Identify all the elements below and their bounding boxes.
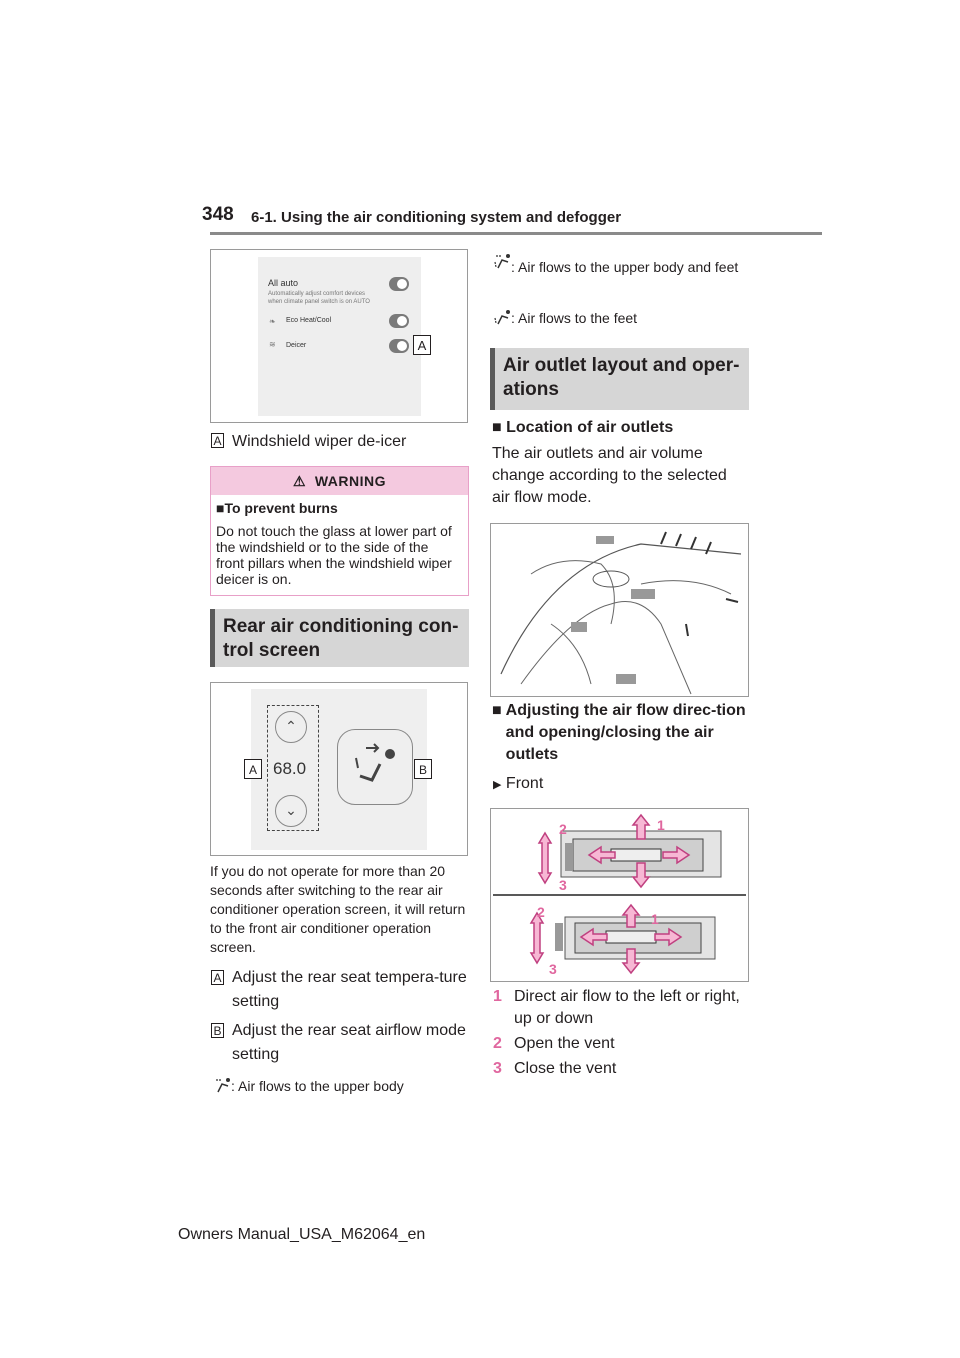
deicer-label: Deicer — [286, 342, 307, 349]
step-text: Close the vent — [514, 1060, 617, 1077]
warning-header — [211, 467, 468, 495]
step-number: 2 — [493, 1035, 502, 1052]
deicer-toggle[interactable] — [389, 339, 409, 353]
vent-illustration — [491, 809, 748, 981]
eco-heat-cool-label: Eco Heat/Cool — [286, 317, 332, 324]
warning-title: WARNING — [314, 473, 386, 489]
step-1 — [493, 986, 743, 1030]
figure-climate-settings — [210, 249, 468, 423]
warning-box — [210, 466, 469, 596]
item-tag-a: A — [211, 970, 224, 985]
subheading-location-row — [492, 417, 673, 439]
figure-cabin-outlets — [490, 523, 749, 697]
figure-front-vents — [490, 808, 749, 982]
subheading-adjusting: Adjusting the air flow direc-tion and opening/closing the air outlets — [505, 702, 746, 763]
page-number: 348 — [202, 204, 234, 225]
bullet-square-icon: ■ — [492, 702, 502, 719]
bullet-square-icon: ■ — [216, 500, 225, 516]
upper-body-airflow-icon — [214, 1076, 232, 1094]
eco-heat-cool-toggle[interactable] — [389, 314, 409, 328]
temp-up-button[interactable]: ⌃ — [275, 711, 307, 743]
callout-a: A — [413, 335, 431, 355]
step-text: Open the vent — [514, 1035, 615, 1052]
heading-rear-ac: Rear air conditioning con-trol screen — [210, 609, 469, 667]
mode-upper-body: : Air flows to the upper body — [231, 1078, 404, 1094]
temp-value: 68.0 — [273, 759, 307, 778]
paragraph-outlets: The air outlets and air volume change according to the selected air flow mode. — [492, 445, 727, 506]
figure-rear-ac-screen — [210, 682, 468, 856]
all-auto-description: Automatically adjust comfort devices when climate panel switch is on AUTO — [268, 291, 370, 305]
feet-airflow-icon — [494, 308, 512, 326]
item-tag-b: B — [211, 1023, 224, 1038]
item-a-text: Adjust the rear seat tempera-ture setting — [232, 969, 467, 1010]
step-2 — [493, 1033, 615, 1055]
vent-label-2-top: 2 — [559, 821, 567, 837]
screen-panel — [258, 257, 421, 416]
warning-text: Do not touch the glass at lower part of the windshield or to the side of the front pillars when the windshield wiper deicer is on. — [216, 523, 452, 587]
warning-subtitle-row — [216, 500, 338, 516]
bullet-square-icon: ■ — [492, 419, 502, 436]
caption-tag-a: A — [211, 433, 224, 448]
subheading-adjusting-row — [492, 700, 752, 766]
callout-b-mode: B — [414, 759, 432, 779]
cabin-illustration — [491, 524, 748, 696]
timeout-note: If you do not operate for more than 20 seconds after switching to the rear air conditioner operation screen, it will return to the front air conditioner operation screen. — [210, 863, 466, 955]
callout-a-temp: A — [244, 759, 262, 779]
airflow-mode-button[interactable] — [337, 729, 413, 805]
all-auto-label: All auto — [268, 278, 299, 288]
subheading-location: Location of air outlets — [506, 419, 674, 436]
step-number: 3 — [493, 1060, 502, 1077]
section-title: 6-1. Using the air conditioning system and defogger — [251, 209, 622, 226]
item-b-text: Adjust the rear seat airflow mode setting — [232, 1022, 466, 1063]
vent-label-2-bottom: 2 — [537, 904, 545, 920]
front-label: Front — [505, 775, 544, 792]
footer-text: Owners Manual_USA_M62064_en — [178, 1226, 426, 1243]
leaf-icon: ❧ — [269, 317, 276, 326]
vent-label-3-bottom: 3 — [549, 961, 557, 977]
step-text: Direct air flow to the left or right, up or down — [514, 988, 740, 1027]
vent-label-1-top: 1 — [657, 817, 665, 833]
warning-subtitle: To prevent burns — [224, 500, 338, 516]
mode-upper-body-feet: : Air flows to the upper body and feet — [511, 259, 739, 275]
seat-airflow-icon — [338, 730, 412, 804]
header-rule — [210, 232, 822, 235]
rear-screen-panel — [251, 689, 427, 850]
step-number: 1 — [493, 988, 502, 1005]
vent-label-3-top: 3 — [559, 877, 567, 893]
step-3 — [493, 1058, 616, 1080]
heading-air-outlet: Air outlet layout and oper-ations — [490, 348, 749, 410]
mode-feet: : Air flows to the feet — [511, 310, 638, 326]
front-label-row — [493, 773, 543, 796]
caption-windshield-deicer: Windshield wiper de-icer — [232, 433, 407, 450]
warning-triangle-icon: ⚠ — [292, 473, 307, 489]
all-auto-toggle[interactable] — [389, 277, 409, 291]
temp-down-button[interactable]: ⌄ — [275, 795, 307, 827]
triangle-bullet-icon: ▶ — [493, 779, 502, 791]
vent-label-1-bottom: 1 — [651, 911, 659, 927]
deicer-icon: ≋ — [269, 340, 276, 349]
